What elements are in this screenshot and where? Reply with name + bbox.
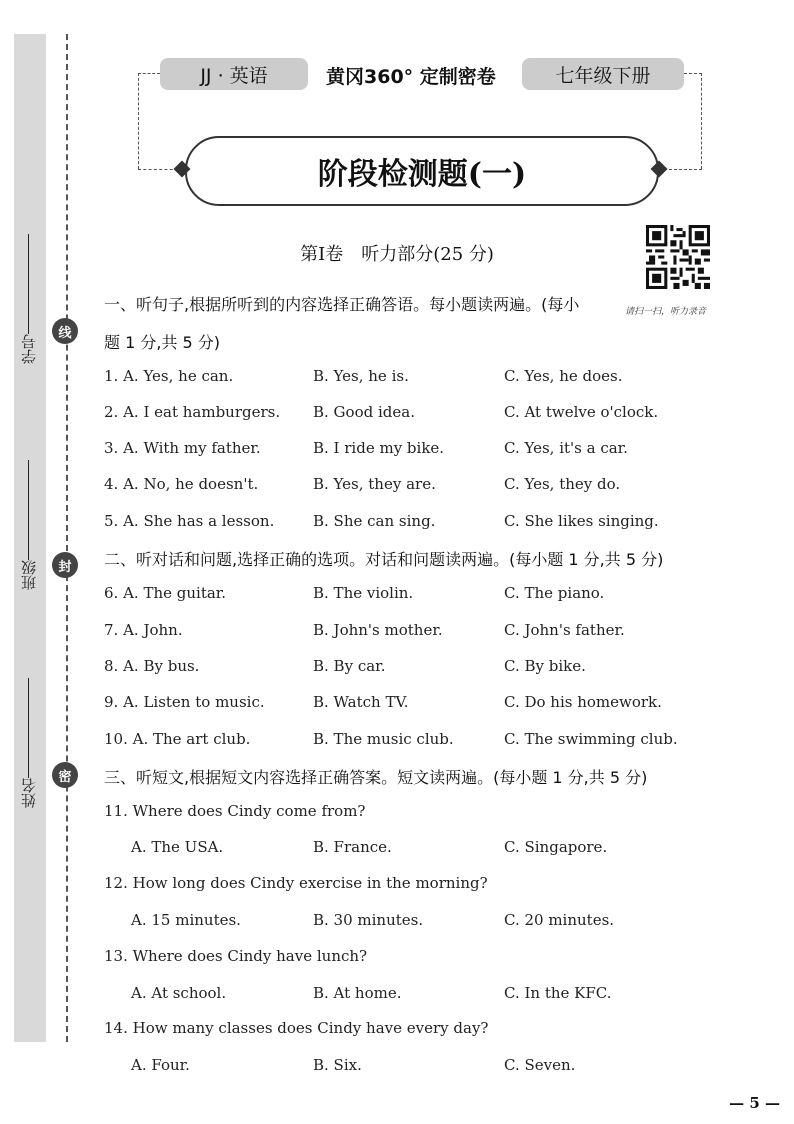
q12-stem: 12. How long does Cindy exercise in the morning? [104,874,488,892]
q7-option-a: 7. A. John. [104,621,183,639]
header-dash-right-h [664,169,702,170]
section-2-heading: 二、听对话和问题,选择正确的选项。对话和问题读两遍。(每小题 1 分,共 5 分) [104,550,664,569]
q3-option-c: C. Yes, it's a car. [504,439,628,457]
q14-option-c: C. Seven. [504,1056,576,1074]
q1-option-b: B. Yes, he is. [313,367,409,385]
q11-option-b: B. France. [313,838,392,856]
q5-option-a: 5. A. She has a lesson. [104,512,275,530]
q9-option-c: C. Do his homework. [504,693,662,711]
q11-option-c: C. Singapore. [504,838,608,856]
badge-seal: 封 [52,552,78,578]
q4-option-b: B. Yes, they are. [313,475,436,493]
name-label [18,676,39,808]
q4-option-a: 4. A. No, he doesn't. [104,475,259,493]
class-label [18,458,39,590]
header-dash-left-h [138,169,178,170]
class-blank [29,460,30,560]
q2-option-c: C. At twelve o'clock. [504,403,659,421]
header-dash-right [684,73,702,74]
header-dash-left-v [138,73,139,169]
q1-option-c: C. Yes, he does. [504,367,623,385]
badge-secret: 密 [52,762,78,788]
exam-title: 阶段检测题(一) [185,136,659,206]
cut-line [66,34,68,1042]
page-number: — 5 — [729,1094,780,1112]
q7-option-c: C. John's father. [504,621,625,639]
section-1-heading: 一、听句子,根据所听到的内容选择正确答语。每小题读两遍。(每小 [104,295,580,314]
q11-stem: 11. Where does Cindy come from? [104,802,366,820]
q14-stem: 14. How many classes does Cindy have every day? [104,1019,489,1037]
q14-option-b: B. Six. [313,1056,362,1074]
q2-option-a: 2. A. I eat hamburgers. [104,403,281,421]
q6-option-a: 6. A. The guitar. [104,584,227,602]
q9-option-b: B. Watch TV. [313,693,409,711]
q3-option-a: 3. A. With my father. [104,439,261,457]
q7-option-b: B. John's mother. [313,621,443,639]
section-1-heading-cont: 题 1 分,共 5 分) [104,333,221,352]
header-dash-left [138,73,160,74]
q11-option-a: A. The USA. [131,838,224,856]
qr-caption: 请扫一扫，听力录音 [625,307,707,317]
q13-stem: 13. Where does Cindy have lunch? [104,947,368,965]
q3-option-b: B. I ride my bike. [313,439,445,457]
q5-option-c: C. She likes singing. [504,512,659,530]
q8-option-a: 8. A. By bus. [104,657,200,675]
q12-option-a: A. 15 minutes. [131,911,241,929]
student-id-text: 学号 [20,334,38,364]
class-text: 班级 [20,560,38,590]
q8-option-c: C. By bike. [504,657,586,675]
q2-option-b: B. Good idea. [313,403,415,421]
name-text: 姓名 [20,778,38,808]
q13-option-c: C. In the KFC. [504,984,612,1002]
part-title: 第Ⅰ卷 听力部分(25 分) [300,244,494,265]
subject-pill: JJ · 英语 [160,58,308,90]
q14-option-a: A. Four. [131,1056,190,1074]
name-blank [29,678,30,778]
q10-option-c: C. The swimming club. [504,730,678,748]
q4-option-c: C. Yes, they do. [504,475,621,493]
q10-option-a: 10. A. The art club. [104,730,251,748]
grade-pill: 七年级下册 [522,58,684,90]
badge-line: 线 [52,318,78,344]
q8-option-b: B. By car. [313,657,386,675]
q10-option-b: B. The music club. [313,730,454,748]
section-3-heading: 三、听短文,根据短文内容选择正确答案。短文读两遍。(每小题 1 分,共 5 分) [104,768,648,787]
q5-option-b: B. She can sing. [313,512,436,530]
q6-option-b: B. The violin. [313,584,414,602]
q13-option-a: A. At school. [131,984,227,1002]
q6-option-c: C. The piano. [504,584,605,602]
header-dash-right-v [701,73,702,169]
q9-option-a: 9. A. Listen to music. [104,693,265,711]
q12-option-c: C. 20 minutes. [504,911,615,929]
q13-option-b: B. At home. [313,984,402,1002]
q12-option-b: B. 30 minutes. [313,911,424,929]
q1-option-a: 1. A. Yes, he can. [104,367,234,385]
series-title: 黄冈360° 定制密卷 [326,66,496,88]
